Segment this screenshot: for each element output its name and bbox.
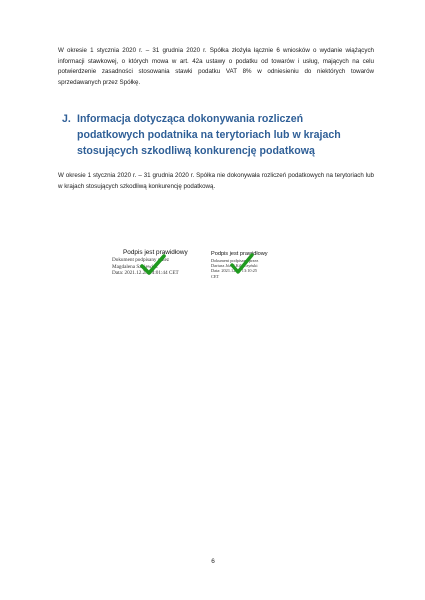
section-title: Informacja dotycząca dokonywania rozliczeń podatkowych podatnika na terytoriach lub w krajach stosujących szkodliwą konkurencję podatkową	[77, 113, 341, 158]
signature-date: Data: 2021.12.30 13:10:25	[211, 268, 258, 274]
signature-signed-by: Dokument podpisany przez	[211, 258, 259, 263]
paragraph-wis-applications: W okresie 1 stycznia 2020 r. – 31 grudnia 2020 r. Spółka złożyła łącznie 6 wniosków o wydanie wiążących informacji stawkowej, o których mowa w art. 42a ustawy o podatku od towarów i usług, mających na celu potwierdzenie zasadności stosowania stawki podatku VAT 8% w odniesieniu do niektórych towarów sprzedawanych przez Spółkę.	[58, 47, 374, 86]
paragraph-tax-havens: W okresie 1 stycznia 2020 r. – 31 grudnia 2020 r. Spółka nie dokonywała rozliczeń podatkowych na terytoriach lub w krajach stosujących szkodliwą konkurencję podatkową.	[58, 172, 374, 190]
signature-valid-title: Podpis jest prawidłowy	[123, 249, 188, 256]
section-heading	[62, 111, 362, 160]
signature-timezone: CET	[211, 273, 220, 279]
page-number: 6	[211, 558, 215, 565]
signature-signer-name: Dariusz Józef Kilińczyński	[211, 263, 258, 269]
signature-date: Data: 2021.12.28 14:01:44 CET	[112, 270, 179, 277]
section-letter: J.	[62, 113, 71, 125]
checkmark-icon	[140, 254, 166, 276]
signature-signed-by: Dokument podpisany przez	[112, 257, 170, 263]
signature-signer-name: Magdalena Szkiewicz	[112, 263, 158, 270]
checkmark-icon	[230, 253, 254, 275]
signature-valid-title: Podpis jest prawidłowy	[211, 251, 268, 257]
